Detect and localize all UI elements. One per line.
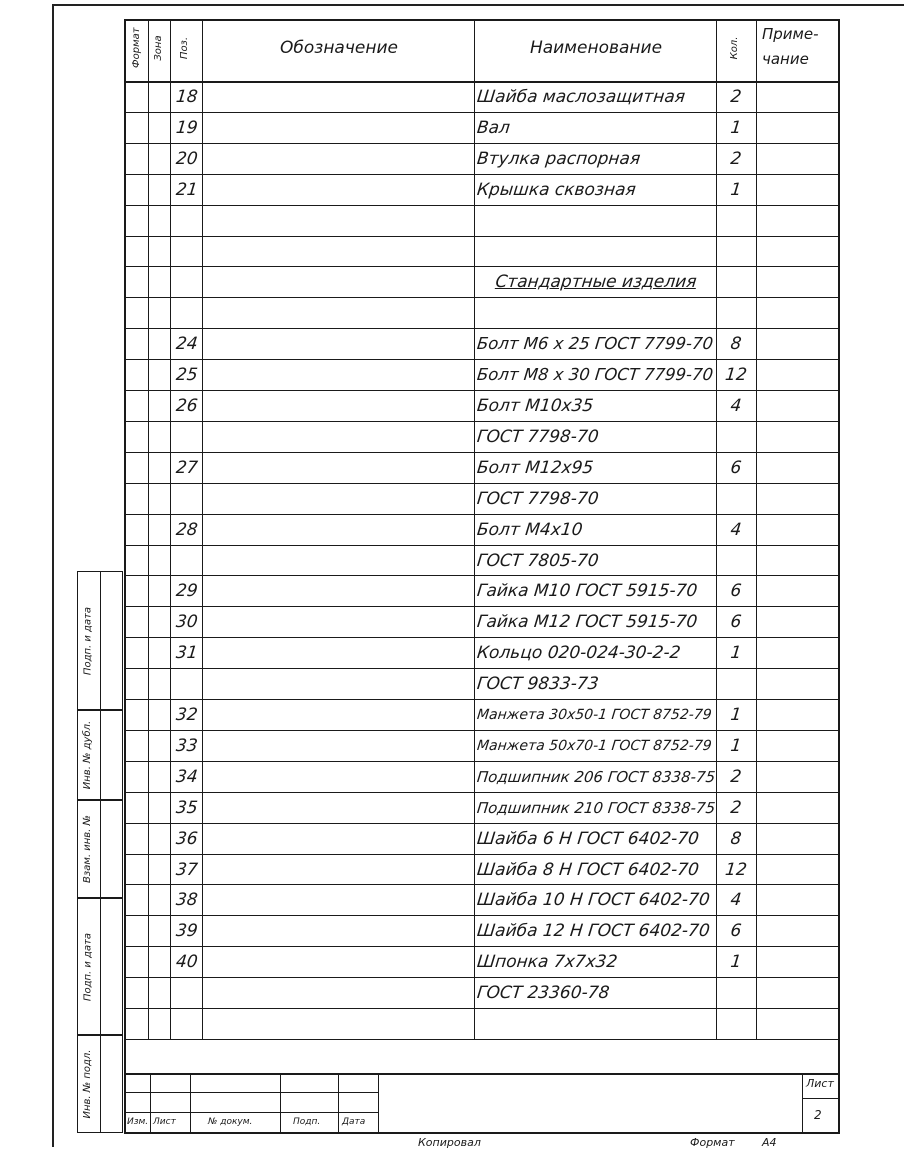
side-label: Инв. № дубл.: [82, 720, 93, 790]
row-name: Гайка М12 ГОСТ 5915-70: [475, 612, 699, 632]
row-position: [174, 267, 203, 297]
row-name: Подшипник 206 ГОСТ 8338-75: [476, 768, 717, 786]
stamp-vertical: [280, 1073, 281, 1134]
row-name: Шайба 6 Н ГОСТ 6402-70: [475, 829, 700, 849]
header-name: Наименование: [529, 38, 663, 58]
stamp-vertical: [150, 1073, 151, 1134]
row-position: 39: [174, 921, 199, 941]
row-position: 33: [174, 736, 199, 756]
row-quantity: 2: [729, 149, 743, 169]
footer-copied: Копировал: [418, 1136, 481, 1149]
section-title: Стандартные изделия: [494, 272, 698, 292]
row-position: 19: [174, 118, 199, 138]
header-note-line1: Приме-: [762, 25, 819, 43]
row-name: Болт М6 x 25 ГОСТ 7799-70: [476, 334, 715, 353]
row-position: 21: [174, 180, 199, 200]
row-quantity: 4: [729, 890, 743, 910]
row-quantity: 1: [729, 643, 743, 663]
footer-format-label: Формат: [690, 1136, 735, 1149]
row-position: 38: [174, 890, 199, 910]
row-quantity: 12: [724, 860, 748, 880]
row-name: Вал: [475, 118, 512, 138]
header-qty: Кол.: [729, 36, 740, 60]
row-position: 28: [174, 520, 199, 540]
header-designation: Обозначение: [280, 38, 398, 58]
column-divider: [148, 19, 149, 1039]
side-divider: [100, 898, 101, 1035]
row-quantity: 1: [729, 736, 743, 756]
row-quantity: [716, 484, 755, 514]
stamp-list-label: Лист: [153, 1117, 176, 1127]
row-quantity: 2: [729, 767, 743, 787]
row-quantity: [716, 422, 755, 452]
row-name: ГОСТ 7805-70: [475, 551, 600, 571]
stamp-date-label: Дата: [342, 1117, 366, 1127]
row-position: [174, 1009, 203, 1039]
row-quantity: 2: [729, 87, 743, 107]
row-position: [174, 237, 203, 267]
row-name: Гайка М10 ГОСТ 5915-70: [475, 581, 699, 601]
row-position: 25: [174, 365, 199, 385]
row-quantity: [716, 546, 755, 576]
row-quantity: 8: [729, 334, 743, 354]
row-name: Болт М12x95: [475, 458, 595, 478]
row-quantity: [716, 267, 755, 297]
row-name: Болт М4x10: [475, 520, 584, 540]
stamp-docno-label: № докум.: [208, 1117, 253, 1127]
row-name: ГОСТ 7798-70: [475, 489, 600, 509]
side-divider: [100, 1035, 101, 1133]
stamp-izm-label: Изм.: [127, 1117, 149, 1127]
row-name: Втулка распорная: [475, 149, 642, 169]
row-quantity: 1: [729, 118, 743, 138]
row-position: 24: [174, 334, 199, 354]
row-position: [174, 206, 203, 236]
row-quantity: [716, 1009, 755, 1039]
stamp-sign-label: Подп.: [293, 1117, 321, 1127]
row-position: 37: [174, 860, 199, 880]
row-position: 18: [174, 87, 199, 107]
side-divider: [100, 800, 101, 898]
row-divider: [124, 1039, 840, 1040]
row-quantity: 12: [724, 365, 748, 385]
stamp-vertical: [190, 1073, 191, 1134]
row-quantity: 6: [729, 458, 743, 478]
row-quantity: 8: [729, 829, 743, 849]
row-position: [174, 978, 203, 1008]
row-quantity: [716, 206, 755, 236]
row-name: Кольцо 020-024-30-2-2: [475, 643, 682, 663]
stamp-top-line: [124, 1073, 840, 1075]
row-quantity: 2: [729, 798, 743, 818]
row-position: 31: [174, 643, 199, 663]
row-quantity: [716, 978, 755, 1008]
row-position: 36: [174, 829, 199, 849]
header-note-line2: чание: [762, 50, 809, 68]
row-quantity: 4: [729, 520, 743, 540]
row-position: [174, 669, 203, 699]
row-quantity: [716, 669, 755, 699]
row-name: [475, 206, 716, 236]
row-quantity: 1: [729, 952, 743, 972]
row-position: 32: [174, 705, 199, 725]
row-name: Болт М8 x 30 ГОСТ 7799-70: [476, 365, 715, 384]
stamp-vertical: [338, 1073, 339, 1134]
side-label: Подп. и дата: [82, 606, 93, 675]
row-name: [475, 237, 716, 267]
row-quantity: 1: [729, 705, 743, 725]
row-quantity: [716, 298, 755, 328]
row-name: Болт М10x35: [475, 396, 595, 416]
side-divider: [100, 571, 101, 710]
row-name: Шайба 12 Н ГОСТ 6402-70: [475, 921, 711, 941]
row-name: Манжета 30x50-1 ГОСТ 8752-79: [476, 707, 713, 723]
footer-format-value: А4: [762, 1136, 777, 1149]
row-quantity: 6: [729, 612, 743, 632]
row-name: Манжета 50x70-1 ГОСТ 8752-79: [476, 738, 713, 754]
side-label: Инв. № подл.: [82, 1049, 93, 1119]
row-name: ГОСТ 23360-78: [475, 983, 611, 1003]
row-name: Крышка сквозная: [475, 180, 637, 200]
stamp-sheet-divider: [802, 1098, 840, 1099]
row-quantity: 6: [729, 581, 743, 601]
row-position: [174, 484, 203, 514]
row-position: 40: [174, 952, 199, 972]
header-zone: Зона: [153, 35, 164, 61]
row-name: ГОСТ 7798-70: [475, 427, 600, 447]
row-quantity: 4: [729, 396, 743, 416]
row-quantity: 6: [729, 921, 743, 941]
side-divider: [100, 710, 101, 800]
row-position: [174, 546, 203, 576]
row-position: [174, 422, 203, 452]
row-position: 35: [174, 798, 199, 818]
stamp-vertical: [378, 1073, 379, 1134]
row-name: [475, 1009, 716, 1039]
stamp-sheet-label: Лист: [806, 1077, 834, 1090]
stamp-vertical: [802, 1073, 803, 1134]
side-label: Подп. и дата: [82, 932, 93, 1001]
column-divider: [170, 19, 171, 1039]
row-quantity: [716, 237, 755, 267]
stamp-row-line: [124, 1112, 378, 1113]
side-label: Взам. инв. №: [82, 815, 93, 883]
row-position: 27: [174, 458, 199, 478]
header-format: Формат: [131, 27, 142, 68]
row-position: 26: [174, 396, 199, 416]
row-position: [174, 298, 203, 328]
row-position: 29: [174, 581, 199, 601]
row-name: [475, 298, 716, 328]
row-position: 20: [174, 149, 199, 169]
row-name: ГОСТ 9833-73: [475, 674, 600, 694]
row-name: Шайба 8 Н ГОСТ 6402-70: [475, 860, 700, 880]
header-pos: Поз.: [179, 36, 190, 60]
column-divider: [756, 19, 757, 1039]
stamp-row-line: [124, 1092, 378, 1093]
stamp-sheet-value: 2: [814, 1108, 822, 1122]
row-name: Подшипник 210 ГОСТ 8338-75: [476, 799, 717, 817]
row-name: Шайба маслозащитная: [475, 87, 687, 107]
row-position: 30: [174, 612, 199, 632]
row-position: 34: [174, 767, 199, 787]
row-name: Шайба 10 Н ГОСТ 6402-70: [475, 890, 711, 910]
row-quantity: 1: [729, 180, 743, 200]
row-name: Шпонка 7x7x32: [475, 952, 619, 972]
